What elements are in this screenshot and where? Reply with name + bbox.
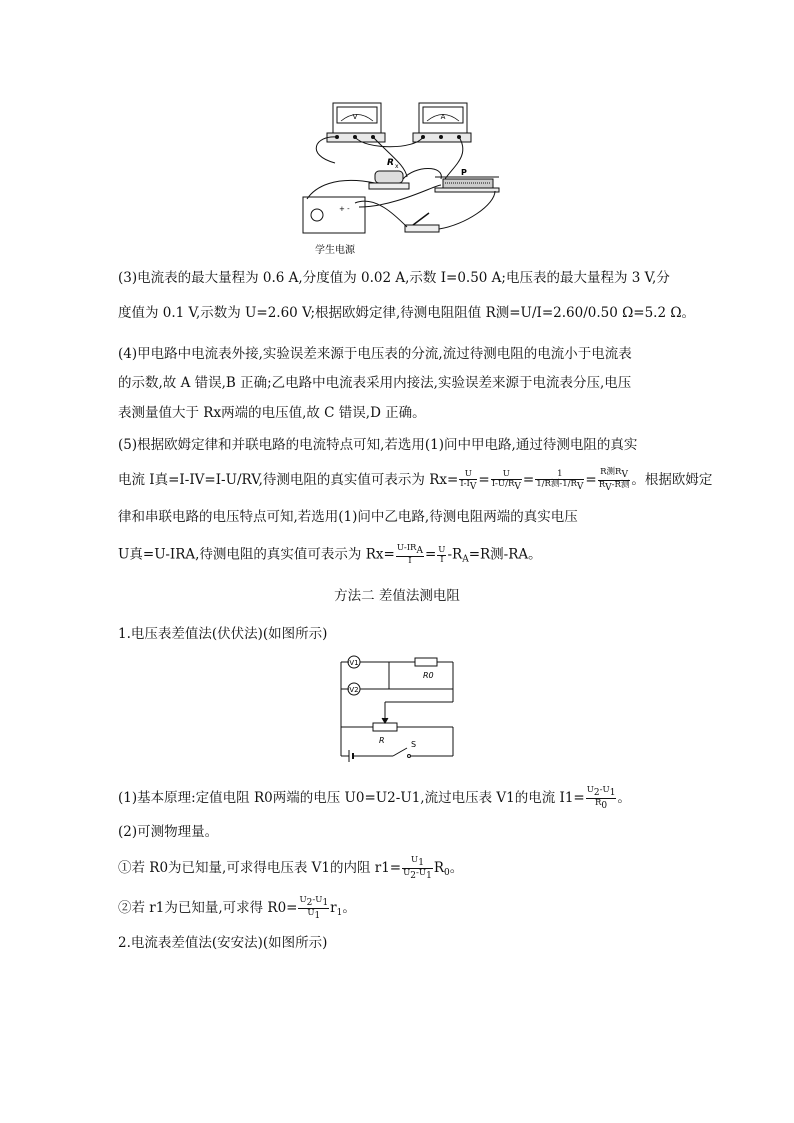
rx-formula-fraction: $\frac{U}{I-I_V}$	[460, 468, 477, 492]
i1-fraction: $\frac{U_2-U_1}{R_0}$	[586, 785, 616, 811]
switch-label: S	[411, 740, 417, 749]
v2-label: V2	[349, 686, 359, 694]
switch	[405, 213, 439, 232]
para5-line1: (5)根据欧姆定律和并联电路的电流特点可知,若选用(1)问中甲电路,通过待测电阻的真实	[118, 437, 638, 453]
measurable-title: (2)可测物理量。	[118, 824, 219, 840]
rx-formula-fraction-3: $\frac{1}{1/R测-1/R_V}$	[536, 468, 584, 492]
para5-line4-text: U真=U-IRA,待测电阻的真实值可表示为 Rx=	[118, 546, 395, 563]
item2-title: 2.电流表差值法(安安法)(如图所示)	[118, 935, 328, 951]
power-terminals: + -	[339, 205, 350, 213]
apparatus-figure	[295, 95, 515, 260]
para4-line3: 表测量值大于 Rx两端的电压值,故 C 错误,D 正确。	[118, 405, 426, 421]
para5-line2-text: 电流 I真=I-IV=I-U/RV,待测电阻的真实值可表示为 Rx=	[118, 472, 459, 488]
rx-formula-fraction-2: $\frac{U}{I-U/R_V}$	[491, 468, 521, 492]
basic-principle-text: (1)基本原理:定值电阻 R0两端的电压 U0=U2-U1,流过电压表 V1的电流 I1=	[118, 790, 585, 806]
r1-fraction: $\frac{U_1}{U_2-U_1}$	[403, 855, 432, 881]
item1-title: 1.电压表差值法(伏伏法)(如图所示)	[118, 626, 328, 642]
para4-line1: (4)甲电路中电流表外接,实验误差来源于电压表的分流,流过待测电阻的电流小于电流表	[118, 346, 632, 362]
para5-line2-tail: 。根据欧姆定	[631, 472, 713, 488]
section-heading: 方法二 差值法测电阻	[334, 588, 460, 604]
power-supply	[303, 197, 365, 256]
para5-line2: 电流 I真=I-IV=I-U/RV,待测电阻的真实值可表示为 Rx= $\frac{U}{I-I_V}$ = $\frac{U}{I-U/R_V}$ = $\frac{1}{1/R测-1/R_V}$ = $\frac{R测R_V}{R_V-R测}$ 。根据欧姆定	[118, 467, 713, 493]
para4-line2: 的示数,故 A 错误,B 正确;乙电路中电流表采用内接法,实验误差来源于电流表分压,电压	[118, 375, 632, 391]
para3-line1: (3)电流表的最大量程为 0.6 A,分度值为 0.02 A,示数 I=0.50 A;电压表的最大量程为 3 V,分	[118, 270, 670, 286]
rx-formula-fraction-4: $\frac{R测R_V}{R_V-R测}$	[598, 467, 630, 493]
r-label: R	[379, 736, 385, 745]
para5-line4-tail: =R测-RA。	[468, 546, 542, 563]
case2-text: ②若 r1为已知量,可求得 R0=	[118, 900, 298, 916]
para5-line3: 律和串联电路的电压特点可知,若选用(1)问中乙电路,待测电阻两端的真实电压	[118, 509, 578, 525]
para5-line4: U真=U-IRA,待测电阻的真实值可表示为 Rx= $\frac{U-IR_A}{I}$ = $\frac{U}{I}$ $-R_A=R$测-RA。	[118, 543, 542, 566]
power-supply-label: 学生电源	[315, 245, 355, 256]
slider-label: P	[461, 168, 467, 177]
v1-label: V1	[349, 659, 359, 667]
ammeter	[413, 103, 471, 142]
ammeter-symbol: A	[440, 113, 446, 121]
case2: ②若 r1为已知量,可求得 R0= $\frac{U_2-U_1}{U_1}$ $r_1$。	[118, 895, 356, 921]
voltmeter	[327, 103, 385, 142]
para3-line2: 度值为 0.1 V,示数为 U=2.60 V;根据欧姆定律,待测电阻阻值 R测=U/I=2.60/0.50 Ω=5.2 Ω。	[118, 305, 696, 321]
rx-series-fraction-2: $\frac{U}{I}$	[438, 544, 446, 565]
r0-fraction: $\frac{U_2-U_1}{U_1}$	[299, 895, 329, 921]
circuit-diagram	[335, 652, 460, 764]
slide-rheostat	[435, 168, 499, 192]
resistor-subscript: x	[395, 163, 399, 170]
r0-label: R0	[423, 671, 434, 680]
rx-series-fraction: $\frac{U-IR_A}{I}$	[396, 543, 423, 566]
case1: ①若 R0为已知量,可求得电压表 V1的内阻 r1= $\frac{U_1}{U_2-U_1}$ $R_0$。	[118, 855, 464, 881]
voltmeter-symbol: V	[352, 113, 358, 121]
resistor-label: R	[387, 158, 394, 168]
case1-text: ①若 R0为已知量,可求得电压表 V1的内阻 r1=	[118, 860, 402, 876]
resistor-rx	[369, 158, 409, 189]
basic-principle: (1)基本原理:定值电阻 R0两端的电压 U0=U2-U1,流过电压表 V1的电流 I1= $\frac{U_2-U_1}{R_0}$ 。	[118, 785, 631, 811]
